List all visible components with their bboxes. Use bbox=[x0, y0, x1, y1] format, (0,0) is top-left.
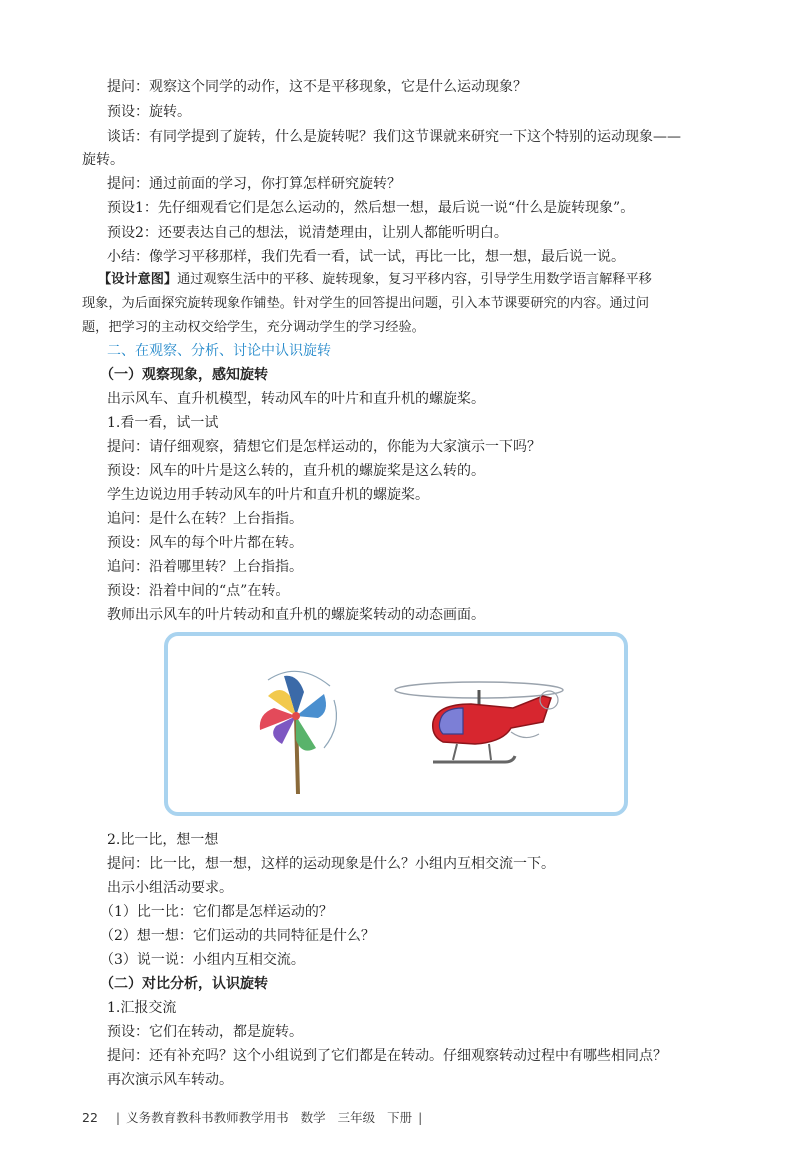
footer-book: 义务教育教科书教师教学用书 bbox=[126, 1110, 289, 1125]
text-line: 2.比一比，想一想 bbox=[107, 832, 219, 848]
text-line: （1）比一比：它们都是怎样运动的？ bbox=[100, 904, 333, 920]
text-line: 预设：风车的每个叶片都在转。 bbox=[107, 535, 303, 551]
text-line: 教师出示风车的叶片转动和直升机的螺旋桨转动的动态画面。 bbox=[107, 607, 485, 623]
text-line: 出示风车、直升机模型，转动风车的叶片和直升机的螺旋桨。 bbox=[107, 391, 485, 407]
design-intent-line bbox=[98, 269, 652, 291]
subsection-heading: （一）观察现象，感知旋转 bbox=[100, 367, 268, 383]
footer-separator: | bbox=[418, 1110, 423, 1125]
design-intent-line: 题，把学习的主动权交给学生，充分调动学生的学习经验。 bbox=[82, 320, 425, 335]
footer-volume: 下册 bbox=[387, 1110, 413, 1125]
illustration-frame bbox=[164, 632, 628, 816]
helicopter-illustration bbox=[393, 676, 573, 796]
text-line: 再次演示风车转动。 bbox=[107, 1072, 233, 1088]
text-line: 提问：还有补充吗？这个小组说到了它们都是在转动。仔细观察转动过程中有哪些相同点？ bbox=[107, 1048, 667, 1064]
text-line: 预设1：先仔细观看它们是怎么运动的，然后想一想，最后说一说“什么是旋转现象”。 bbox=[107, 200, 635, 216]
footer-separator: | bbox=[115, 1110, 121, 1125]
design-intent-line: 现象，为后面探究旋转现象作铺垫。针对学生的回答提出问题，引入本节课要研究的内容。通过问 bbox=[82, 296, 650, 311]
subsection-heading: （二）对比分析，认识旋转 bbox=[100, 976, 268, 992]
text-line: 提问：通过前面的学习，你打算怎样研究旋转？ bbox=[107, 176, 401, 192]
design-intent-text: 通过观察生活中的平移、旋转现象，复习平移内容，引导学生用数学语言解释平移 bbox=[177, 272, 652, 287]
text-line: 追问：沿着哪里转？上台指指。 bbox=[107, 559, 303, 575]
design-intent-label: 【设计意图】 bbox=[98, 272, 178, 287]
text-line: 出示小组活动要求。 bbox=[107, 880, 233, 896]
text-line: 预设：旋转。 bbox=[107, 104, 191, 120]
text-line: （3）说一说：小组内互相交流。 bbox=[100, 952, 305, 968]
pinwheel-illustration bbox=[238, 656, 358, 796]
text-line: 预设：沿着中间的“点”在转。 bbox=[107, 583, 290, 599]
text-line: 小结：像学习平移那样，我们先看一看，试一试，再比一比，想一想，最后说一说。 bbox=[107, 249, 625, 265]
text-line: 提问：观察这个同学的动作，这不是平移现象，它是什么运动现象？ bbox=[107, 79, 527, 95]
text-line: 1.汇报交流 bbox=[107, 1000, 177, 1016]
text-line: 提问：比一比，想一想，这样的运动现象是什么？小组内互相交流一下。 bbox=[107, 856, 555, 872]
text-line: 预设：风车的叶片是这么转的，直升机的螺旋桨是这么转的。 bbox=[107, 463, 485, 479]
text-line: 预设：它们在转动，都是旋转。 bbox=[107, 1024, 303, 1040]
text-line: 学生边说边用手转动风车的叶片和直升机的螺旋桨。 bbox=[107, 487, 429, 503]
text-line: 1.看一看，试一试 bbox=[107, 415, 219, 431]
text-line: 追问：是什么在转？上台指指。 bbox=[107, 511, 303, 527]
text-line: 预设2：还要表达自己的想法，说清楚理由，让别人都能听明白。 bbox=[107, 225, 508, 241]
footer-subject: 数学 bbox=[300, 1110, 326, 1125]
footer-grade: 三年级 bbox=[337, 1110, 376, 1125]
text-line: 提问：请仔细观察，猜想它们是怎样运动的，你能为大家演示一下吗？ bbox=[107, 439, 541, 455]
page-number: 22 bbox=[82, 1110, 98, 1125]
text-line: 谈话：有同学提到了旋转，什么是旋转呢？我们这节课就来研究一下这个特别的运动现象—— bbox=[107, 129, 681, 145]
section-heading: 二、在观察、分析、讨论中认识旋转 bbox=[107, 343, 331, 359]
text-line: 旋转。 bbox=[82, 152, 124, 168]
text-line: （2）想一想：它们运动的共同特征是什么？ bbox=[100, 928, 375, 944]
page-footer bbox=[82, 1108, 428, 1126]
